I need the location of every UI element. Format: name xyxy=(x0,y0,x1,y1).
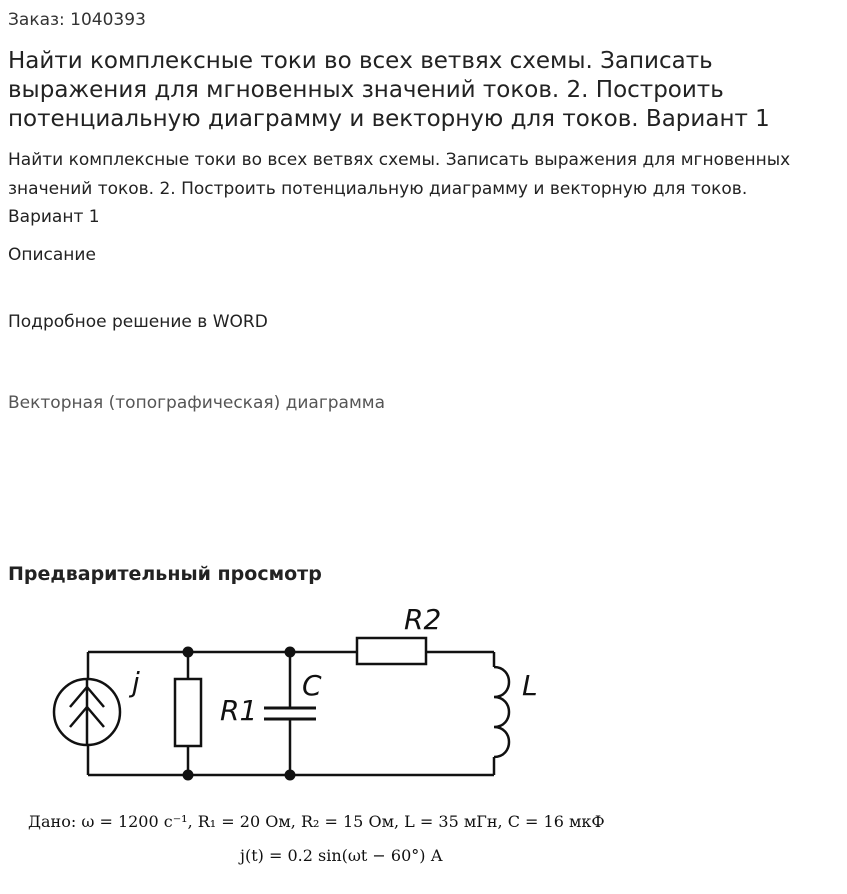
preview-heading: Предварительный просмотр xyxy=(8,563,322,585)
detail-solution-text: Подробное решение в WORD xyxy=(8,312,268,332)
circuit-schematic xyxy=(20,595,620,885)
label-r2: R2 xyxy=(404,603,442,636)
label-j: j xyxy=(132,666,140,699)
description-heading: Описание xyxy=(8,245,96,265)
inductor-symbol xyxy=(494,667,509,757)
vector-diagram-text: Векторная (топографическая) диаграмма xyxy=(8,393,386,413)
task-lead-text: Найти комплексные токи во всех ветвях схемы. Записать выражения для мгновенных значений токов. 2. Построить потенциальную диаграмму и векторную для токов. Вариант 1 xyxy=(8,150,791,227)
label-r1: R1 xyxy=(220,694,258,727)
source-expression: j(t) = 0.2 sin(ωt − 60°) А xyxy=(240,846,443,865)
order-number: Заказ: 1040393 xyxy=(8,10,146,30)
given-values: Дано: ω = 1200 с⁻¹, R₁ = 20 Ом, R₂ = 15 Ом, L = 35 мГн, C = 16 мкФ xyxy=(28,812,605,831)
current-source-symbol xyxy=(54,679,120,745)
resistor-r1-symbol xyxy=(175,679,201,746)
capacitor-symbol xyxy=(264,708,316,719)
resistor-r2-symbol xyxy=(357,638,426,664)
label-l: L xyxy=(522,669,538,702)
label-c: C xyxy=(302,669,322,702)
page-title: Найти комплексные токи во всех ветвях схемы. Записать выражения для мгновенных значений токов. 2. Построить потенциальную диаграмму и векторную для токов. Вариант 1 xyxy=(8,48,770,132)
